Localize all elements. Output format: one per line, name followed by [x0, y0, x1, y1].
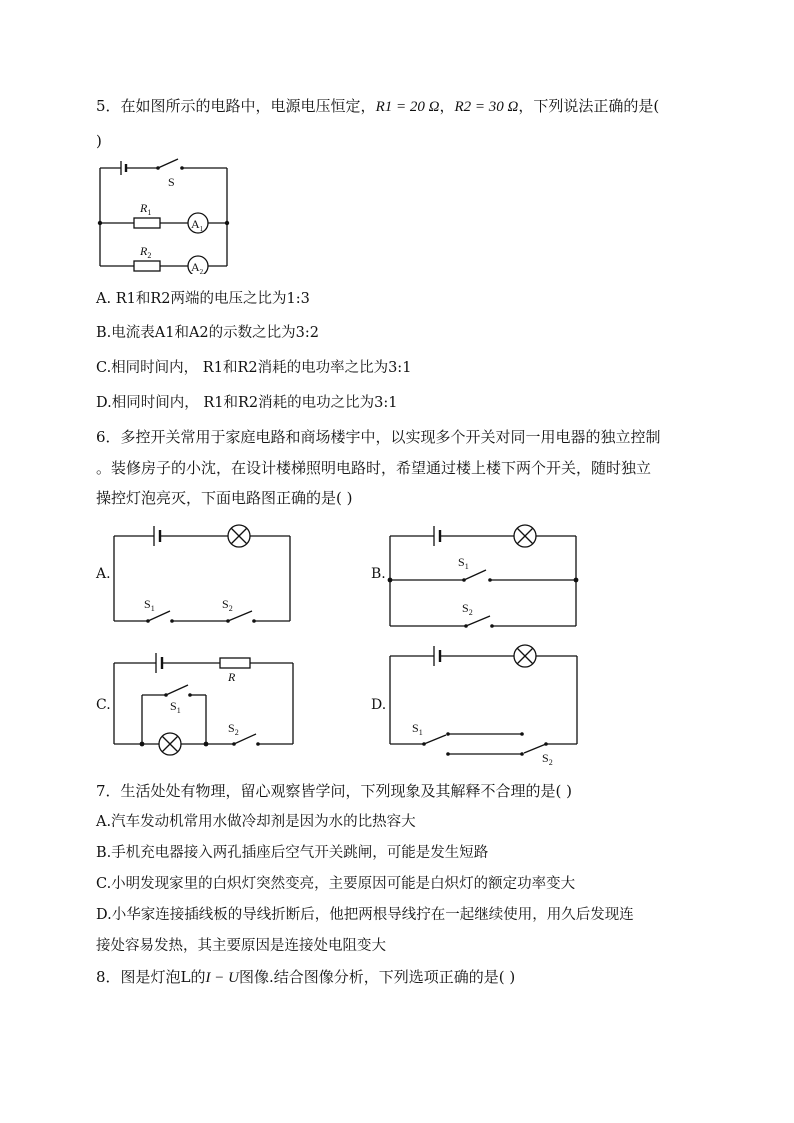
- q7-option-b[interactable]: [96, 843, 488, 863]
- q5-stem: [96, 96, 659, 117]
- svg-text:S1: $S_1$: [458, 555, 469, 571]
- q5-option-a[interactable]: [96, 289, 310, 309]
- q6-option-d-label[interactable]: D.: [371, 697, 387, 713]
- q6-stem-line-2: [96, 458, 651, 478]
- svg-text:S2: $S_2$: [228, 721, 239, 737]
- q7-option-a-text: A.汽车发动机常用水做冷却剂是因为水的比热容大: [96, 814, 416, 830]
- q6-circuit-d[interactable]: [386, 640, 582, 768]
- q7-option-c-text: C.小明发现家里的白炽灯突然变亮，主要原因可能是白炽灯的额定功率变大: [96, 876, 576, 892]
- q8-stem: [96, 967, 515, 988]
- q7-option-d-line-2[interactable]: [96, 936, 386, 956]
- a2-label: $A_2$: [191, 260, 204, 274]
- q5-r1-value: R1 = 20 Ω: [375, 99, 440, 115]
- q5-circuit-diagram: [94, 158, 234, 274]
- q7-option-d-line-1[interactable]: [96, 905, 634, 925]
- q8-iu-symbol: I − U: [205, 970, 239, 986]
- q5-r2-value: R2 = 30 Ω: [454, 99, 519, 115]
- q5-option-b-text: B.电流表A1和A2的示数之比为3:2: [96, 325, 319, 341]
- q6-option-b-label[interactable]: B.: [371, 566, 386, 582]
- q8-text-a: 8．图是灯泡L的: [96, 968, 206, 986]
- svg-text:S1: $S_1$: [144, 597, 155, 613]
- svg-text:S2: $S_2$: [462, 601, 473, 617]
- q5-option-d[interactable]: [96, 393, 397, 413]
- svg-text:S1: $S_1$: [170, 699, 181, 715]
- a1-label: $A_1$: [191, 217, 204, 233]
- q7-stem: [96, 781, 572, 801]
- q5-option-c-text: C.相同时间内， R1和R2消耗的电功率之比为3:1: [96, 360, 412, 376]
- q6-circuit-b[interactable]: [386, 518, 582, 630]
- q5-separator: ，: [439, 97, 455, 115]
- q6-option-a-label[interactable]: A.: [96, 566, 111, 582]
- q6-line3: 操控灯泡亮灭，下面电路图正确的是( ): [96, 489, 353, 507]
- q7-option-a[interactable]: [96, 812, 416, 832]
- switch-s-label: S: [168, 175, 175, 189]
- q7-option-c[interactable]: [96, 874, 575, 894]
- q5-text-a: 在如图所示的电路中，电源电压恒定，: [120, 97, 376, 115]
- q6-circuit-c[interactable]: [110, 648, 298, 760]
- q7-option-d-text-1: D.小华家连接插线板的导线折断后，他把两根导线拧在一起继续使用，用久后发现连: [96, 907, 634, 923]
- svg-text:S1: $S_1$: [412, 721, 423, 737]
- svg-text:S2: $S_2$: [222, 597, 233, 613]
- q8-text-b: 图像.结合图像分析，下列选项正确的是( ): [238, 968, 516, 986]
- svg-text:S2: $S_2$: [542, 751, 553, 767]
- q5-option-d-text: D.相同时间内， R1和R2消耗的电功之比为3:1: [96, 395, 398, 411]
- q7-option-d-text-2: 接处容易发热，其主要原因是连接处电阻变大: [96, 938, 386, 954]
- q6-stem-line-1: [96, 427, 661, 447]
- q5-text-b: ，下列说法正确的是(: [518, 97, 660, 115]
- q5-close-paren: [96, 131, 102, 151]
- switch-s-blade: [158, 159, 178, 168]
- q6-circuit-a[interactable]: [110, 518, 296, 628]
- q6-option-c-label[interactable]: C.: [96, 697, 111, 713]
- r2-label: $R_2$: [140, 244, 152, 260]
- resistor-r1: [134, 218, 160, 228]
- q6-stem-line-3: [96, 488, 352, 508]
- q5-option-b[interactable]: [96, 323, 319, 343]
- q5-number: 5．: [96, 97, 121, 115]
- q6-line2: 。装修房子的小沈，在设计楼梯照明电路时，希望通过楼上楼下两个开关，随时独立: [96, 459, 652, 477]
- r1-label: $R_1$: [140, 201, 152, 217]
- svg-text:R: R: [228, 670, 236, 684]
- q7-stem-text: 7．生活处处有物理，留心观察皆学问，下列现象及其解释不合理的是( ): [96, 782, 573, 800]
- q5-option-c[interactable]: [96, 358, 411, 378]
- resistor-r2: [134, 261, 160, 271]
- resistor-r-c: [220, 658, 250, 668]
- q6-line1: 6．多控开关常用于家庭电路和商场楼宇中，以实现多个开关对同一用电器的独立控制: [96, 428, 661, 446]
- q7-option-b-text: B.手机充电器接入两孔插座后空气开关跳闸，可能是发生短路: [96, 845, 489, 861]
- q5-option-a-text: A. R1和R2两端的电压之比为1:3: [96, 291, 310, 307]
- q5-paren: ): [96, 132, 102, 150]
